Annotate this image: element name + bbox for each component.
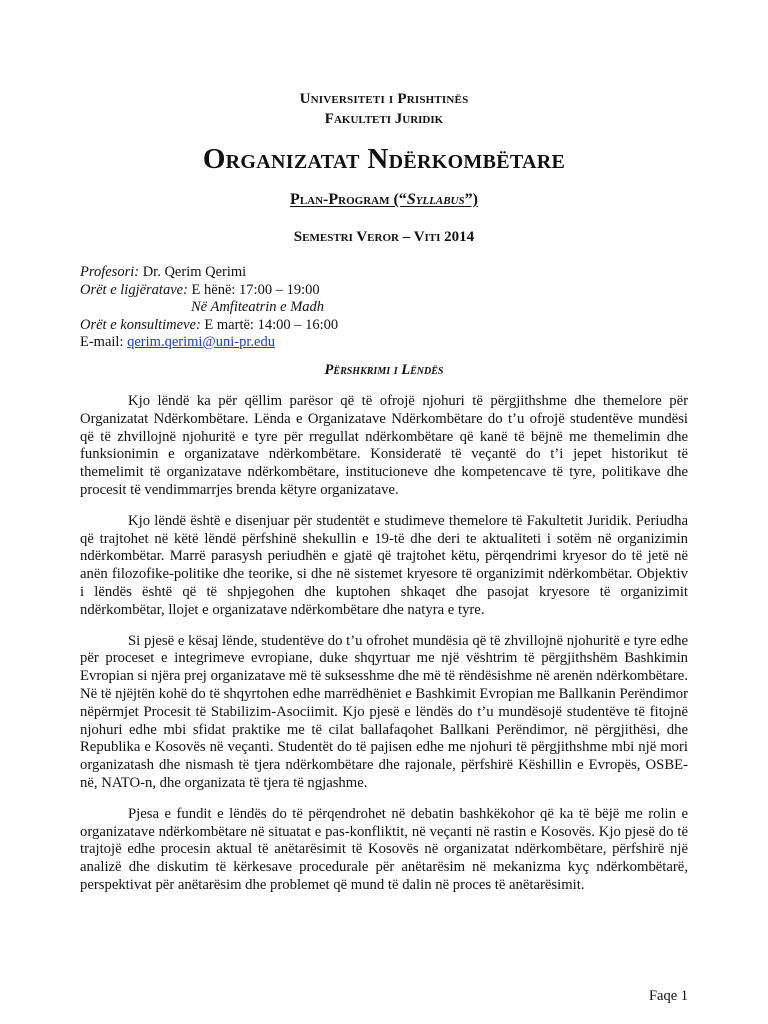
paragraph-1: Kjo lëndë ka për qëllim parësor që të ofrojë njohuri të përgjithshme dhe themelore për Organizatat Ndërkombëtare. Lënda e Organizatave Ndërkombëtare do t’u ofrojë studentëve mundësi që të zhvillojnë njohuritë e tyre për rregullat ndërkombëtare që kanë të bëjnë me themelimin dhe funksionimin e organizatave ndërkombëtare. Konsideratë të veçantë do t’i jepet historikut të themelimit të organizatave ndërkombëtare, institucioneve dhe kompetencave të tyre, politikave dhe procesit të vendimmarrjes brenda këtyre organizatave.: [80, 393, 688, 498]
consultation-hours-label: Orët e konsultimeve:: [80, 316, 201, 333]
course-info-block: [80, 264, 338, 352]
page-number: Faqe 1: [648, 988, 688, 1004]
email-row: [80, 334, 338, 352]
professor-value: Dr. Qerim Qerimi: [139, 264, 247, 280]
paragraph-3: Si pjesë e kësaj lënde, studentëve do t’u ofrohet mundësia që të zhvillojnë njohuritë e tyre edhe për proceset e integrimeve evropiane, duke shqyrtuar me një vështrim të përgjithshëm Bashkimin Evropian si njëra prej organizatave më të suksesshme dhe më të rëndësishme në arenën ndërkombëtare. Në të njëjtën kohë do të shqyrtohen edhe marrëdhëniet e Bashkimit Evropian me Ballkanin Perëndimor nëpërmjet Procesit të Stabilizim-Asociimit. Kjo pjesë e lëndës do t’u mundësojë studentëve të fitojnë njohuri edhe mbi sfidat praktike me të cilat ballafaqohet Ballkani Perëndimor, në përgjithësi, dhe Republika e Kosovës në veçanti. Studentët do të pajisen edhe me njohuri të përgjithshme mbi një mori organizatash dhe nismash të tjera ndërkombëtare dhe rajonale, përfshirë Këshillin e Evropës, OSBE-në, NATO-n, dhe organizata të tjera të ngjashme.: [80, 632, 688, 791]
plan-prefix: Plan-Program (“: [290, 191, 407, 208]
semester-heading: Semestri Veror – Viti 2014: [293, 229, 475, 245]
professor-label: Profesori:: [80, 264, 140, 280]
consultation-hours-value: E martë: 14:00 – 16:00: [200, 316, 339, 333]
paragraph-4: Pjesa e fundit e lëndës do të përqendrohet në debatin bashkëkohor që ka të bëjë me rolin e organizatave ndërkombëtare në situatat e pas-konfliktit, në veçanti në rastin e Kosovës. Kjo pjesë do të trajtojë edhe procesin aktual të anëtarësimit të Kosovës në organizatat ndërkombëtare, përfshirë një analizë dhe diskutim të kërkesave procedurale për anëtarësim në mekanizma kyç ndërkombëtarë, perspektivat për anëtarësim dhe problemet që mund të dalin në proces të anëtarësimit.: [80, 805, 688, 893]
university-name: Universiteti i Prishtinës: [299, 91, 469, 107]
lecture-hours-value: E hënë: 17:00 – 19:00: [187, 281, 320, 298]
plan-program-heading: [0, 191, 768, 209]
course-title: Organizatat Ndërkombëtare: [202, 143, 566, 175]
faculty-name: Fakulteti Juridik: [324, 111, 444, 127]
consultation-hours-row: [80, 317, 338, 335]
email-link[interactable]: qerim.qerimi@uni-pr.edu: [127, 334, 275, 350]
description-body: [80, 393, 688, 908]
email-label: E-mail:: [80, 334, 128, 350]
plan-syllabus: Syllabus: [406, 191, 465, 208]
paragraph-2: Kjo lëndë është e disenjuar për studentët e studimeve themelore të Fakultetit Juridik. Periudha që trajtohet në këtë lëndë përfshinë shekullin e 19-të dhe deri te aktualiteti i sotëm në organizimin ndërkombëtar. Marrë parasysh periudhën e gjatë që trajtohet këtu, përqendrimi kryesor do të jetë në anën filozofike-politike dhe teorike, si dhe në sistemet kryesore të organizimit ndërkombëtar. Objektiv i lëndës është që të shpjegohen dhe kuptohen shkaqet dhe pasojat kryesore të organizimit ndërkombëtar, llojet e organizatave ndërkombëtare dhe natyra e tyre.: [80, 512, 688, 618]
section-title-description: Përshkrimi i Lëndës: [324, 362, 444, 378]
professor-row: [80, 264, 338, 282]
lecture-place: Në Amfiteatrin e Madh: [191, 299, 325, 315]
plan-suffix: ”): [464, 191, 478, 208]
lecture-hours-row: [80, 282, 338, 300]
lecture-hours-label: Orët e ligjëratave:: [80, 281, 188, 298]
